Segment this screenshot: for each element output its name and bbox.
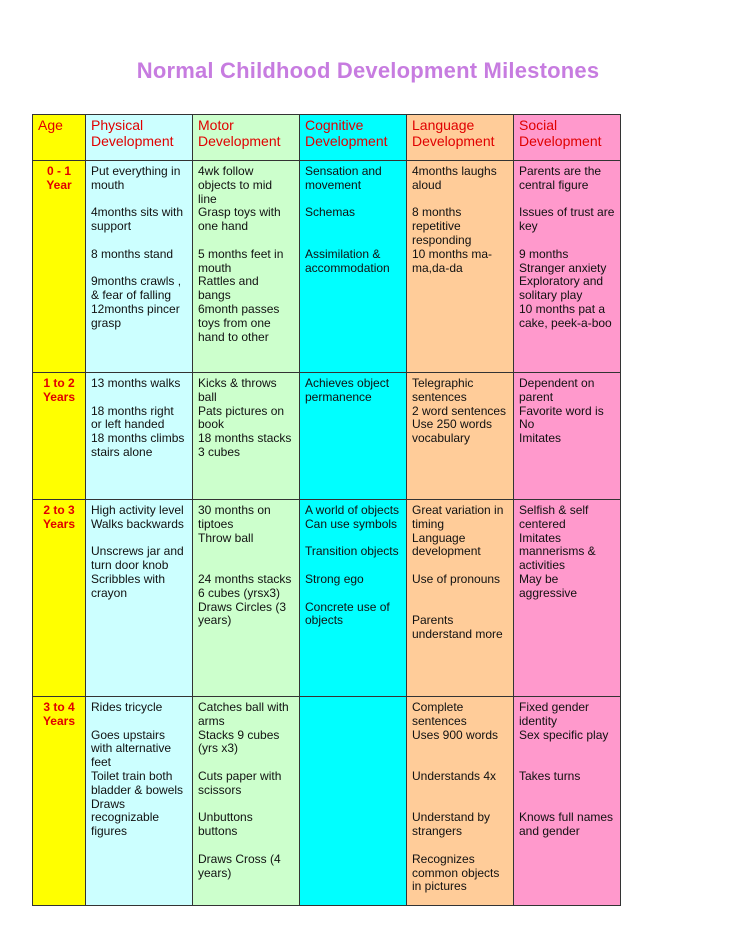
motor-cell [193, 697, 300, 906]
milestone-item: 13 months walks [91, 376, 181, 390]
milestone-item: 18 months right or left handed [91, 403, 174, 432]
milestone-item: Fixed gender identity [519, 700, 590, 728]
milestone-item: Pats pictures on book [198, 403, 285, 432]
spacer [412, 559, 508, 573]
milestone-item: Stacks 9 cubes (yrs x3) [198, 727, 280, 756]
spacer [412, 742, 508, 756]
milestone-item: 4months laughs aloud [412, 164, 497, 192]
milestone-item: 4wk follow objects to mid line [198, 164, 273, 206]
spacer [198, 798, 294, 812]
spacer [305, 559, 401, 573]
milestone-item: Draws Circles (3 years) [198, 599, 287, 628]
milestone-item: Transition objects [305, 544, 399, 559]
social-cell [514, 500, 621, 697]
milestone-item: Sex specific play [519, 727, 609, 742]
milestone-item: 12months pincer grasp [91, 301, 180, 330]
spacer [519, 784, 615, 798]
spacer [198, 545, 294, 559]
milestone-item: Recognizes common objects in pictures [412, 851, 500, 894]
spacer [91, 391, 187, 405]
milestone-item: 30 months on tiptoes [198, 503, 271, 531]
physical-cell [86, 373, 193, 500]
header-age: Age [33, 115, 86, 161]
language-cell [407, 373, 514, 500]
spacer [305, 220, 401, 234]
milestone-item: Understands 4x [412, 768, 497, 783]
milestone-item: Use 250 words vocabulary [412, 417, 493, 446]
milestone-item: Unbuttons buttons [198, 810, 253, 839]
milestone-item: Achieves object permanence [305, 376, 390, 404]
header-motor: Motor Development [193, 115, 300, 161]
milestone-item: Great variation in timing [412, 503, 504, 531]
table-row [33, 500, 621, 697]
milestone-item: High activity level [91, 503, 184, 517]
spacer [519, 742, 615, 756]
age-cell: 0 - 1 Year [33, 161, 86, 373]
spacer [412, 193, 508, 207]
milestone-item: Concrete use of objects [305, 599, 390, 628]
milestone-item: Exploratory and solitary play [519, 274, 604, 303]
physical-cell [86, 500, 193, 697]
milestone-item: Uses 900 words [412, 727, 499, 742]
milestone-item: 10 months ma-ma,da-da [412, 246, 493, 275]
milestone-item: Put everything in mouth [91, 164, 181, 192]
social-cell [514, 373, 621, 500]
header-physical: Physical Development [86, 115, 193, 161]
physical-cell [86, 161, 193, 373]
milestone-item: 18 months climbs stairs alone [91, 431, 185, 459]
physical-cell [86, 697, 193, 906]
milestone-item: 8 months stand [91, 246, 174, 261]
language-cell [407, 500, 514, 697]
spacer [412, 798, 508, 812]
milestone-item: Language development [412, 530, 481, 559]
spacer [519, 756, 615, 770]
milestone-item: Knows full names and gender [519, 810, 614, 839]
milestone-item: Use of pronouns [412, 571, 501, 586]
milestone-item: 10 months pat a cake, peek-a-boo [519, 301, 612, 330]
motor-cell [193, 373, 300, 500]
milestone-item: Sensation and movement [305, 164, 382, 192]
milestone-item: Issues of trust are key [519, 205, 615, 234]
milestone-item: Selfish & self centered [519, 503, 589, 531]
spacer [198, 756, 294, 770]
cognitive-cell [300, 500, 407, 697]
milestone-item: Favorite word is No [519, 403, 604, 432]
spacer [91, 262, 187, 276]
milestone-item: Stranger anxiety [519, 260, 607, 275]
milestone-item: Takes turns [519, 768, 581, 783]
milestone-item: 24 months stacks 6 cubes (yrsx3) [198, 571, 292, 600]
milestone-item: Assimilation & accommodation [305, 246, 390, 275]
table-row [33, 161, 621, 373]
header-language: Language Development [407, 115, 514, 161]
spacer [91, 532, 187, 546]
table-row [33, 697, 621, 906]
spacer [519, 193, 615, 207]
header-social: Social Development [514, 115, 621, 161]
milestone-item: Draws Cross (4 years) [198, 851, 281, 880]
milestone-item: 9 months [519, 246, 569, 261]
spacer [519, 234, 615, 248]
age-cell: 3 to 4 Years [33, 697, 86, 906]
spacer [198, 234, 294, 248]
milestone-item: May be aggressive [519, 571, 578, 600]
milestone-item: Cuts paper with scissors [198, 768, 282, 797]
milestones-table [32, 114, 621, 906]
milestone-item: Schemas [305, 205, 356, 220]
milestone-item: Kicks & throws ball [198, 376, 277, 404]
spacer [305, 532, 401, 546]
milestone-item: 8 months repetitive responding [412, 205, 472, 247]
milestone-item: 18 months stacks 3 cubes [198, 431, 292, 459]
milestone-item: Strong ego [305, 571, 364, 586]
milestone-item: 6month passes toys from one hand to other [198, 301, 280, 344]
cognitive-cell [300, 697, 407, 906]
spacer [305, 193, 401, 207]
milestone-item: Scribbles with crayon [91, 571, 166, 600]
age-cell: 2 to 3 Years [33, 500, 86, 697]
milestone-item: Parents are the central figure [519, 164, 602, 192]
milestone-item: Parents understand more [412, 613, 503, 642]
milestone-item: Imitates [519, 431, 562, 446]
spacer [412, 601, 508, 615]
milestone-item: Understand by strangers [412, 810, 491, 839]
spacer [412, 756, 508, 770]
milestone-item: 9months crawls , & fear of falling [91, 274, 182, 303]
motor-cell [193, 161, 300, 373]
spacer [412, 839, 508, 853]
spacer [198, 559, 294, 573]
spacer [412, 784, 508, 798]
social-cell [514, 697, 621, 906]
milestone-item: 4months sits with support [91, 205, 184, 234]
milestone-item: Toilet train both bladder & bowels [91, 768, 184, 797]
table-row [33, 373, 621, 500]
milestone-item: Telegraphic sentences [412, 376, 474, 404]
milestone-item: Goes upstairs with alternative feet [91, 727, 172, 770]
age-cell: 1 to 2 Years [33, 373, 86, 500]
milestone-item: Rattles and bangs [198, 274, 259, 303]
milestone-item: Dependent on parent [519, 376, 595, 404]
milestone-item: Grasp toys with one hand [198, 205, 281, 234]
milestone-item: Rides tricycle [91, 700, 163, 714]
spacer [305, 587, 401, 601]
milestone-item: Can use symbols [305, 516, 398, 531]
milestone-item: Unscrews jar and turn door knob [91, 544, 184, 573]
spacer [91, 234, 187, 248]
spacer [91, 193, 187, 207]
milestone-item: Complete sentences [412, 700, 467, 728]
spacer [91, 715, 187, 729]
header-row [33, 115, 621, 161]
milestone-item: 5 months feet in mouth [198, 246, 284, 275]
header-cognitive: Cognitive Development [300, 115, 407, 161]
social-cell [514, 161, 621, 373]
milestone-item: Catches ball with arms [198, 700, 289, 728]
milestone-item: Throw ball [198, 530, 254, 545]
cognitive-cell [300, 161, 407, 373]
milestone-item: A world of objects [305, 503, 400, 517]
milestone-item: Imitates mannerisms & activities [519, 530, 596, 573]
spacer [412, 587, 508, 601]
milestone-item: Draws recognizable figures [91, 796, 160, 839]
page-title: Normal Childhood Development Milestones [136, 58, 600, 83]
spacer [519, 798, 615, 812]
milestone-item: 2 word sentences [412, 403, 507, 418]
language-cell [407, 697, 514, 906]
language-cell [407, 161, 514, 373]
cognitive-cell [300, 373, 407, 500]
spacer [305, 234, 401, 248]
spacer [198, 839, 294, 853]
motor-cell [193, 500, 300, 697]
milestone-item: Walks backwards [91, 516, 184, 531]
